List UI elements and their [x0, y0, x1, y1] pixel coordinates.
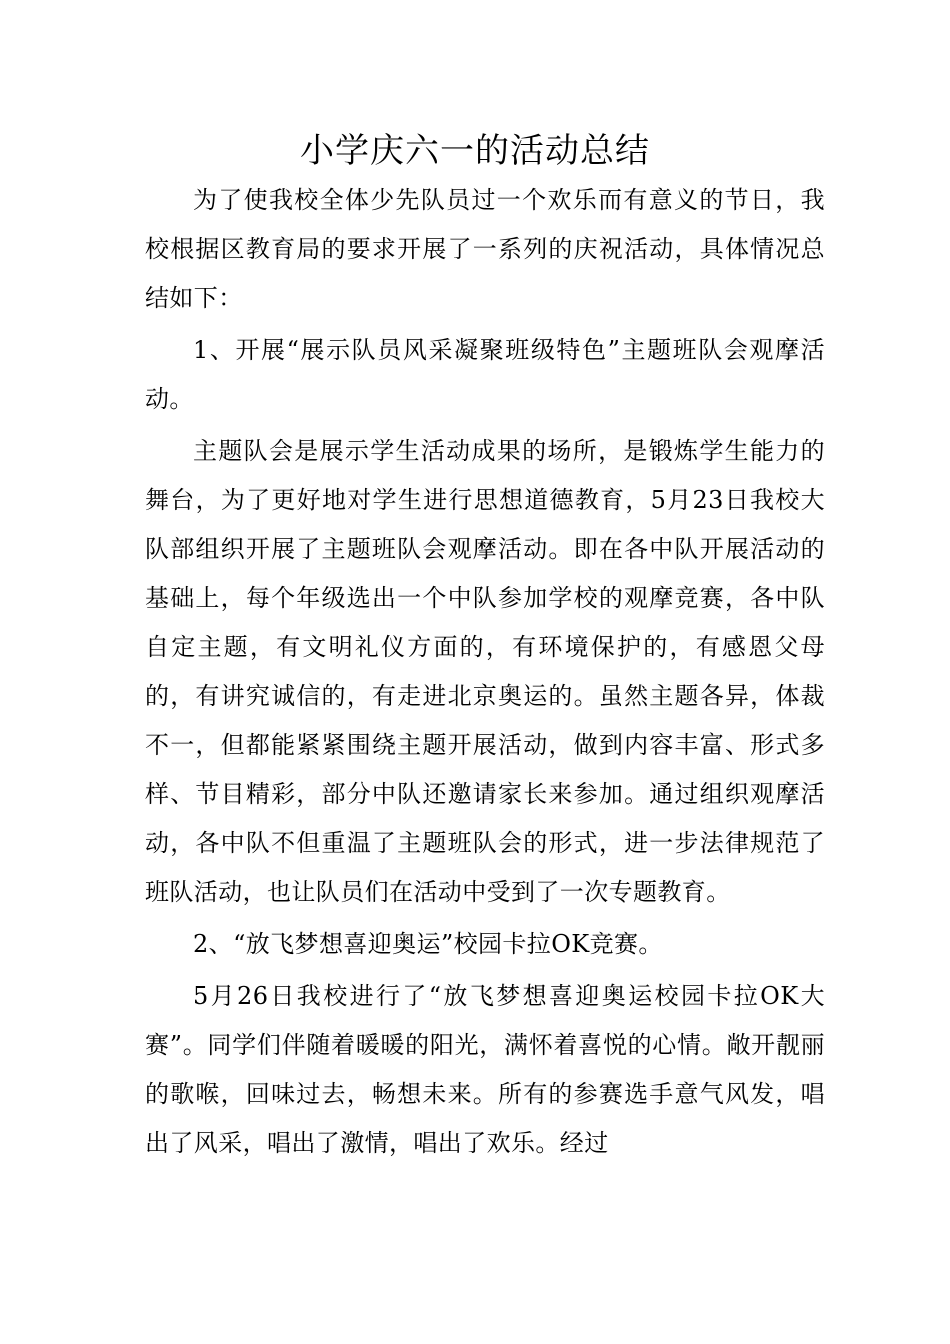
- paragraph-item-1-heading: 1、开展“展示队员风采凝聚班级特色”主题班队会观摩活动。: [145, 336, 825, 413]
- paragraph-intro: 为了使我校全体少先队员过一个欢乐而有意义的节日，我校根据区教育局的要求开展了一系列的庆祝活动，具体情况总结如下：: [145, 186, 825, 312]
- paragraph-item-2-heading: 2、“放飞梦想喜迎奥运”校园卡拉OK竞赛。: [193, 930, 663, 958]
- paragraph-item-2-body: 5月26日我校进行了“放飞梦想喜迎奥运校园卡拉OK大赛”。同学们伴随着暖暖的阳光，满怀着喜悦的心情。敞开靓丽的歌喉，回味过去，畅想未来。所有的参赛选手意气风发，唱出了风采，唱出了激情，唱出了欢乐。经过: [145, 982, 825, 1157]
- document-body: [145, 176, 825, 1168]
- paragraph-item-1-body: 主题队会是展示学生活动成果的场所，是锻炼学生能力的舞台，为了更好地对学生进行思想道德教育，5月23日我校大队部组织开展了主题班队会观摩活动。即在各中队开展活动的基础上，每个年级选出一个中队参加学校的观摩竞赛，各中队自定主题，有文明礼仪方面的，有环境保护的，有感恩父母的，有讲究诚信的，有走进北京奥运的。虽然主题各异，体裁不一，但都能紧紧围绕主题开展活动，做到内容丰富、形式多样、节目精彩，部分中队还邀请家长来参加。通过组织观摩活动，各中队不但重温了主题班队会的形式，进一步法律规范了班队活动，也让队员们在活动中受到了一次专题教育。: [145, 437, 825, 906]
- document-title: 小学庆六一的活动总结: [300, 131, 650, 171]
